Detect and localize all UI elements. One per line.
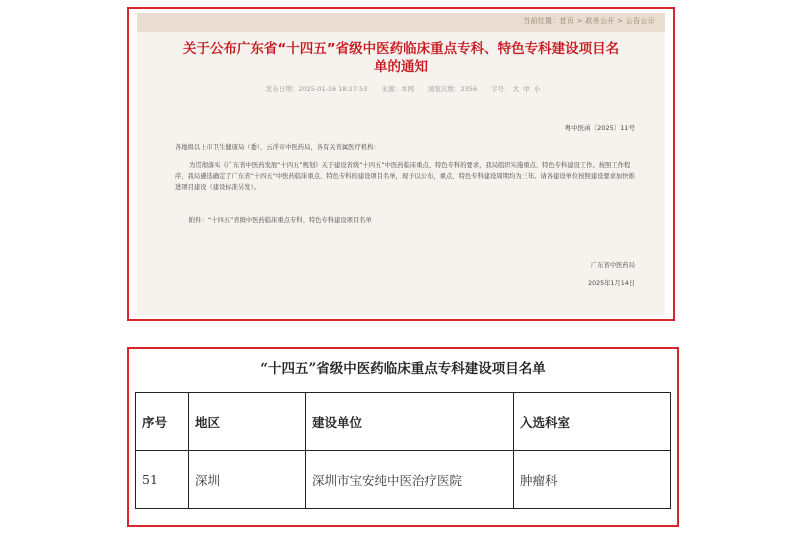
- document-number: 粤中医函〔2025〕11号: [564, 124, 635, 132]
- table-row: [136, 451, 671, 509]
- notice-screenshot-frame: [127, 7, 675, 321]
- list-screenshot-frame: [127, 347, 679, 527]
- header-unit: 建设单位: [306, 393, 514, 451]
- header-department: 入选科室: [514, 393, 671, 451]
- breadcrumb-bar: [137, 13, 665, 32]
- header-region: 地区: [189, 393, 306, 451]
- font-medium-button[interactable]: 中: [523, 85, 530, 93]
- issuer-signature: 广东省中医药局: [590, 262, 635, 269]
- breadcrumb[interactable]: 当前位置：首页 > 政务公开 > 公告公示: [523, 17, 655, 25]
- table-header-row: [136, 393, 671, 451]
- project-list-table: [135, 392, 671, 509]
- view-count: 浏览次数：2356: [428, 85, 478, 93]
- notice-page: [137, 13, 665, 315]
- header-index: 序号: [136, 393, 189, 451]
- font-small-button[interactable]: 小: [533, 85, 541, 93]
- publish-date: 发布日期：2025-01-16 18:27:53: [265, 85, 368, 93]
- notice-body: 为贯彻落实《广东省中医药发展“十四五”规划》关于建设省级“十四五”中医药临床重点、特色专科的要求，我局组织实施重点、特色专科建设工作。按照工作程序，我局遴选确定了广东省“十四五”中医药临床重点、特色专科的建设项目名单，现予以公布，重点、特色专科建设周期均为三年。请各建设单位按照建设要求加快推进项目建设（建设标准另发）。: [175, 162, 635, 191]
- addressee: 各地级以上市卫生健康局（委），云浮市中医药局，各有关省属医疗机构：: [175, 144, 380, 151]
- cell-index: 51: [136, 451, 189, 509]
- cell-department: 肿瘤科: [514, 451, 671, 509]
- source: 来源：本网: [381, 85, 414, 93]
- issue-date: 2025年1月14日: [588, 280, 635, 287]
- font-size-label: 字号：: [491, 85, 511, 93]
- list-title: “十四五”省级中医药临床重点专科建设项目名单: [260, 361, 546, 377]
- attachment-link[interactable]: 附件：“十四五”省级中医药临床重点专科、特色专科建设项目名单: [189, 217, 372, 224]
- cell-unit: 深圳市宝安纯中医治疗医院: [306, 451, 514, 509]
- notice-title: 关于公布广东省“十四五”省级中医药临床重点专科、特色专科建设项目名单的通知: [182, 41, 620, 75]
- cell-region: 深圳: [189, 451, 306, 509]
- font-large-button[interactable]: 大: [512, 85, 520, 93]
- notice-meta: [137, 84, 665, 93]
